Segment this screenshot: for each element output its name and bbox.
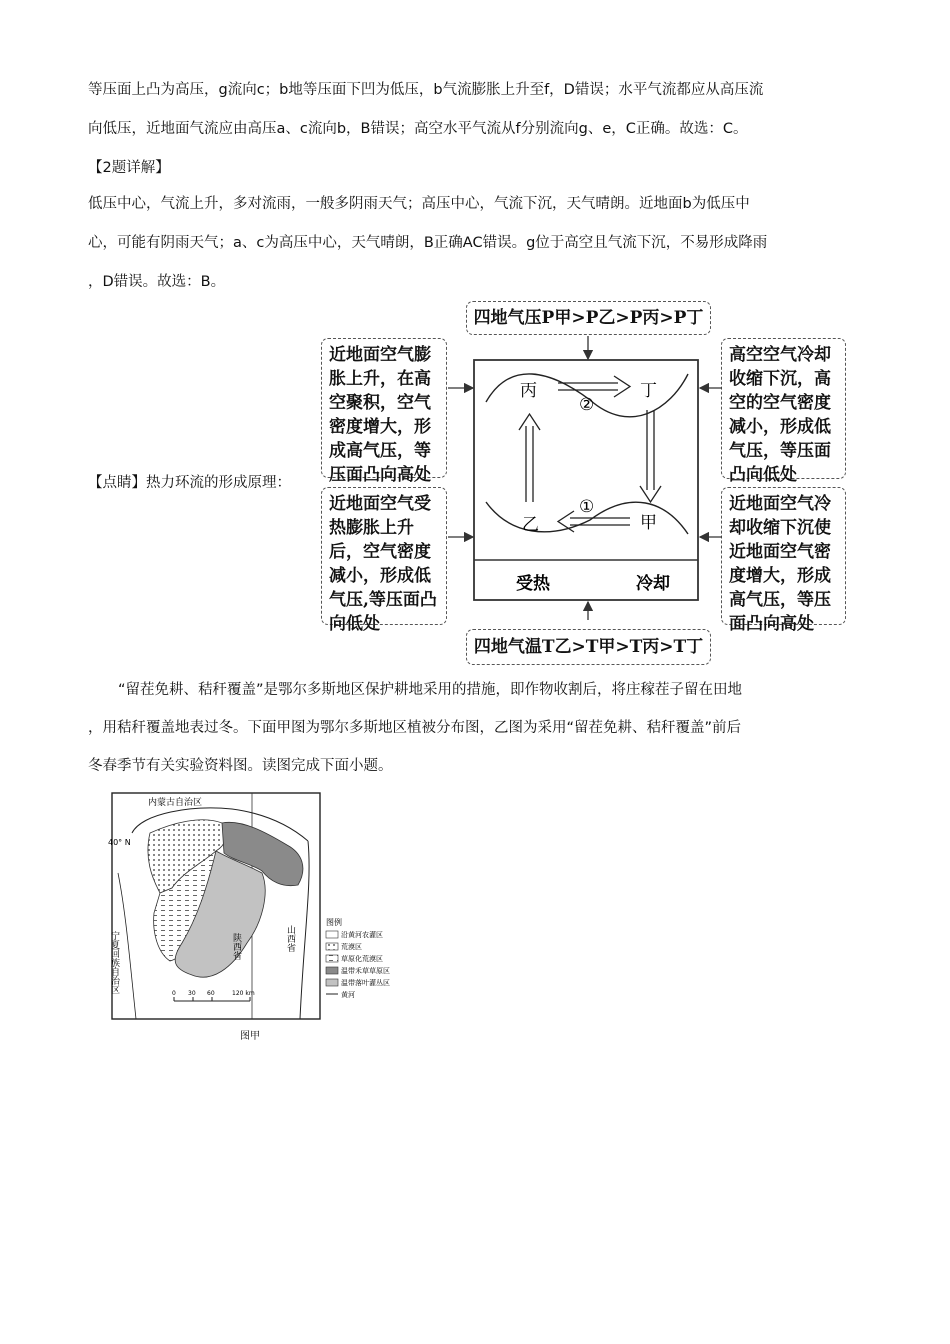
- dianjing-heading: 【点睛】热力环流的形成原理：: [88, 475, 291, 491]
- label-yi: 乙: [522, 515, 539, 535]
- circulation-diagram: [440, 330, 730, 630]
- svg-text:温带落叶灌丛区: 温带落叶灌丛区: [341, 979, 390, 987]
- map-legend: [326, 917, 390, 999]
- paragraph-line: 等压面上凸为高压，g流向c；b地等压面下凹为低压，b气流膨胀上升至f，D错误；水平气流都应从高压流: [88, 82, 764, 98]
- paragraph-line: 心，可能有阴雨天气；a、c为高压中心，天气晴朗，B正确AC错误。g位于高空且气流下沉，不易形成降雨: [88, 235, 768, 251]
- svg-text:荒漠区: 荒漠区: [341, 943, 362, 951]
- svg-text:温带禾草草原区: 温带禾草草原区: [341, 967, 390, 975]
- intro-line: “留茬免耕、秸秆覆盖”是鄂尔多斯地区保护耕地采用的措施，即作物收割后，将庄稼茬子留在田地: [118, 682, 743, 698]
- svg-text:30: 30: [188, 990, 196, 997]
- marker-1: ①: [579, 497, 595, 517]
- paragraph-line: 向低压，近地面气流应由高压a、c流向b，B错误；高空水平气流从f分别流向g、e，C正确。故选：C。: [88, 121, 748, 137]
- paragraph-line: 低压中心，气流上升，多对流雨，一般多阴雨天气；高压中心，气流下沉，天气晴朗。近地面b为低压中: [88, 196, 750, 212]
- pressure-box: 四地气压P甲>P乙>P丙>P丁: [466, 301, 711, 335]
- paragraph-line: ，D错误。故选：B。: [88, 274, 226, 290]
- map-label-latitude: 40° N: [108, 838, 131, 847]
- map-label-inner-mongolia: 内蒙古自治区: [148, 798, 203, 808]
- svg-text:图例: 图例: [326, 918, 342, 927]
- map-label-shaanxi: 陕西省: [231, 933, 241, 960]
- label-jia: 甲: [640, 513, 657, 533]
- label-heated: 受热: [516, 574, 550, 594]
- svg-text:120 km: 120 km: [232, 990, 255, 997]
- label-bing: 丙: [520, 381, 537, 401]
- left-top-note: 近地面空气膨胀上升，在高空聚积，空气密度增大，形成高气压，等压面凸向高处: [321, 338, 447, 478]
- right-top-note: 高空空气冷却收缩下沉，高空的空气密度减小，形成低气压，等压面凸向低处: [721, 338, 846, 479]
- svg-text:0: 0: [172, 990, 176, 997]
- map-label-shanxi: 山西省: [285, 925, 295, 952]
- svg-text:沿黄河农灌区: 沿黄河农灌区: [341, 931, 383, 939]
- map-label-ningxia: 宁夏回族自治区: [109, 931, 119, 994]
- vegetation-map: [108, 793, 432, 1045]
- marker-2: ②: [579, 395, 595, 415]
- right-bottom-note: 近地面空气冷却收缩下沉使近地面空气密度增大，形成高气压，等压面凸向高处: [721, 487, 846, 625]
- label-ding: 丁: [640, 381, 657, 401]
- left-bottom-note: 近地面空气受热膨胀上升后，空气密度减小，形成低气压,等压面凸向低处: [321, 487, 447, 625]
- svg-text:60: 60: [207, 990, 215, 997]
- svg-text:草原化荒漠区: 草原化荒漠区: [341, 955, 383, 963]
- intro-line: ，用秸秆覆盖地表过冬。下面甲图为鄂尔多斯地区植被分布图，乙图为采用“留茬免耕、秸秆覆盖”前后: [88, 720, 742, 736]
- label-cooled: 冷却: [636, 574, 670, 594]
- svg-text:黄河: 黄河: [341, 991, 355, 999]
- temperature-box: 四地气温T乙>T甲>T丙>T丁: [466, 629, 711, 665]
- map-caption: 图甲: [240, 1031, 260, 1042]
- intro-line: 冬春季节有关实验资料图。读图完成下面小题。: [88, 758, 393, 774]
- section-heading: 【2题详解】: [88, 160, 170, 176]
